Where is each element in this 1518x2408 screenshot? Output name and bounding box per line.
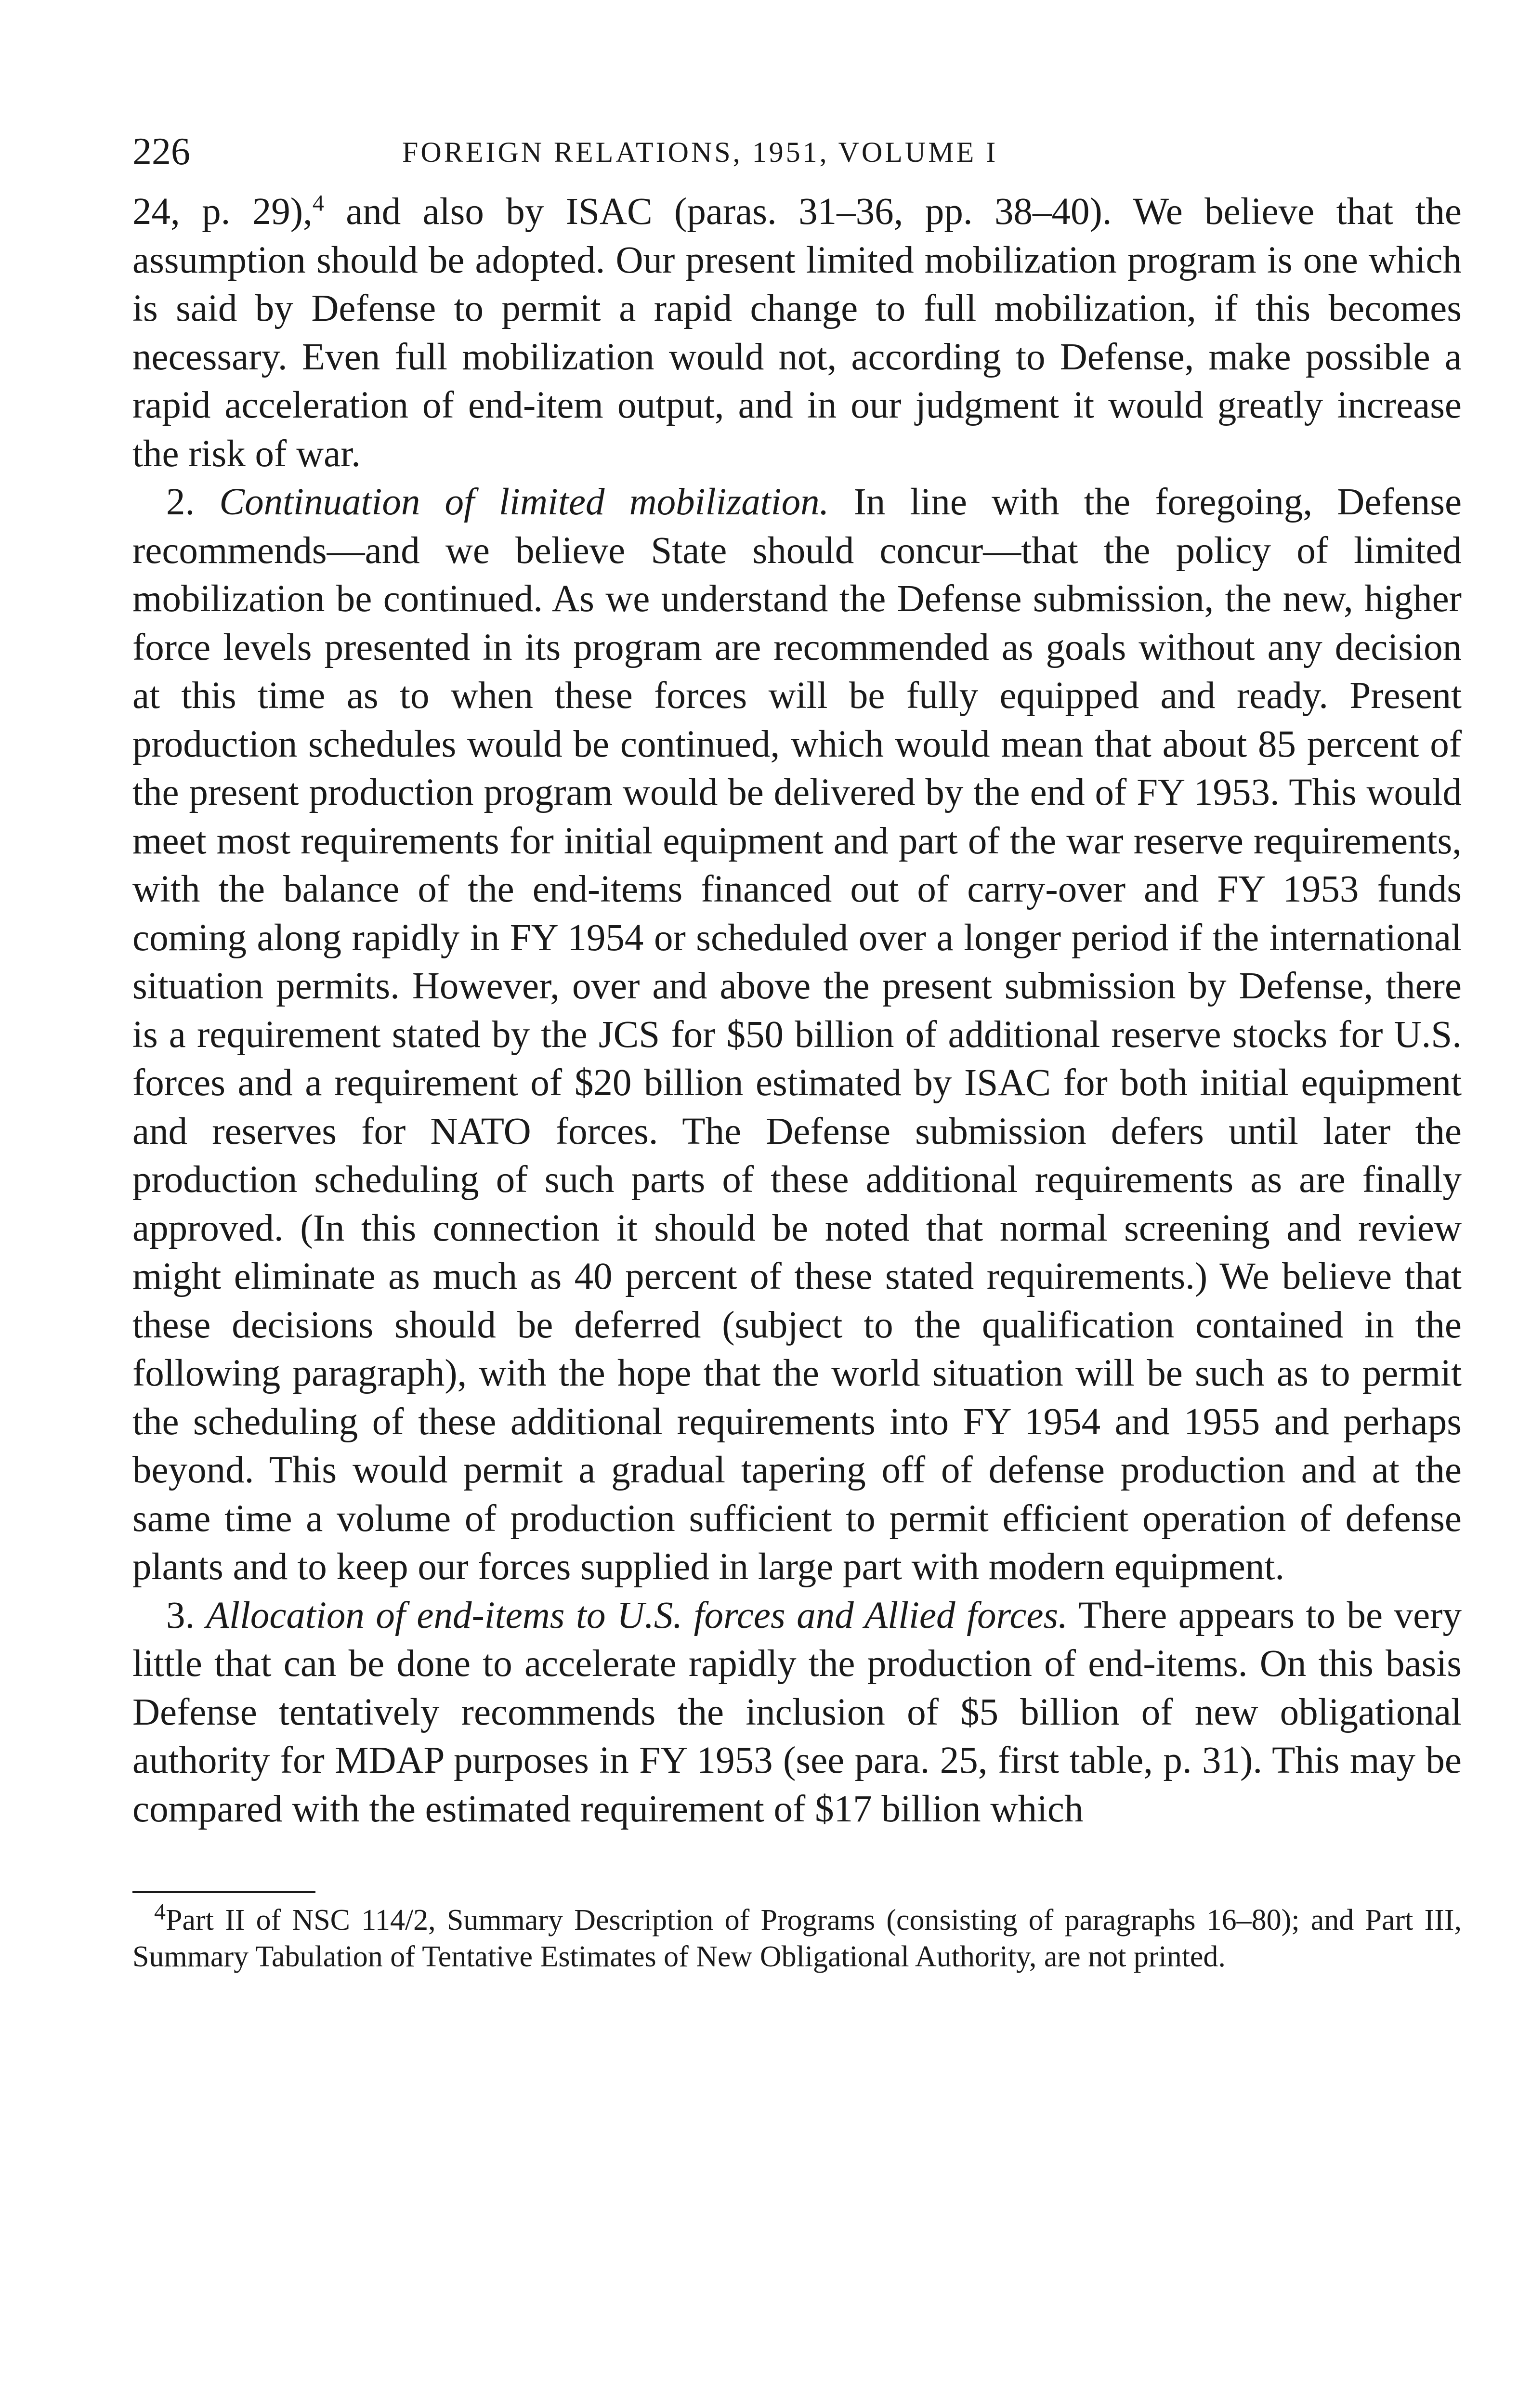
footnote-text: Part II of NSC 114/2, Summary Description of Programs (consisting of paragraphs 16–80); and Part III, Summary Tabulation of Tentative Estimates of New Obligational Authority, are not printed.	[132, 1904, 1462, 1973]
paragraph-text: In line with the foregoing, Defense recommends—and we believe State should concur—that the policy of limited mobilization be continued. As we understand the Defense submission, the new, higher force levels presented in its program are recommended as goals without any decision at this time as to when these forces will be fully equipped and ready. Present production schedules would be continued, which would mean that about 85 percent of the present production program would be delivered by the end of FY 1953. This would meet most requirements for initial equipment and part of the war reserve requirements, with the balance of the end-items financed out of carry-over and FY 1953 funds coming along rapidly in FY 1954 or scheduled over a longer period if the international situation permits. However, over and above the present submission by Defense, there is a requirement stated by the JCS for $50 billion of additional reserve stocks for U.S. forces and a requirement of $20 billion estimated by ISAC for both initial equipment and reserves for NATO forces. The Defense submission defers until later the production scheduling of such parts of these additional requirements as are finally approved. (In this connection it should be noted that normal screening and review might eliminate as much as 40 percent of these stated requirements.) We believe that these decisions should be deferred (subject to the qualification contained in the following paragraph), with the hope that the world situation will be such as to permit the scheduling of these additional requirements into FY 1954 and 1955 and perhaps beyond. This would permit a gradual tapering off of defense production and at the same time a volume of production sufficient to permit efficient operation of defense plants and to keep our forces supplied in large part with modern equipment.	[132, 481, 1462, 1588]
paragraph-3	[132, 1592, 1462, 1834]
paragraph-2	[132, 478, 1462, 1592]
body-text	[132, 188, 1462, 1833]
footnote-marker: 4	[154, 1899, 166, 1925]
paragraph-heading: Continuation of limited mobilization.	[219, 481, 829, 523]
footnote-divider	[132, 1891, 315, 1893]
footnote-reference: 4	[312, 190, 324, 216]
paragraph-number: 3.	[166, 1594, 195, 1636]
footnote	[132, 1899, 1462, 1975]
running-head	[132, 130, 1462, 183]
paragraph-number: 2.	[166, 481, 195, 523]
paragraph-text-rest: and also by ISAC (paras. 31–36, pp. 38–40). We believe that the assumption should be adopted. Our present limited mobilization program is one which is said by Defense to permit a rapid change to full mobilization, if this becomes necessary. Even full mobilization would not, according to Defense, make possible a rapid acceleration of end-item output, and in our judgment it would greatly increase the risk of war.	[132, 191, 1462, 475]
paragraph-text: There appears to be very little that can be done to accelerate rapidly the production of end-items. On this basis Defense tentatively recommends the inclusion of $5 billion of new obligational authority for MDAP purposes in FY 1953 (see para. 25, first table, p. 31). This may be compared with the estimated requirement of $17 billion which	[132, 1594, 1462, 1830]
paragraph-continued	[132, 188, 1462, 478]
paragraph-heading: Allocation of end-items to U.S. forces and Allied forces.	[206, 1594, 1068, 1636]
running-title: FOREIGN RELATIONS, 1951, VOLUME I	[402, 136, 998, 168]
document-page	[132, 130, 1462, 2408]
paragraph-text-start: 24, p. 29),	[132, 191, 313, 233]
page-number: 226	[132, 131, 190, 173]
